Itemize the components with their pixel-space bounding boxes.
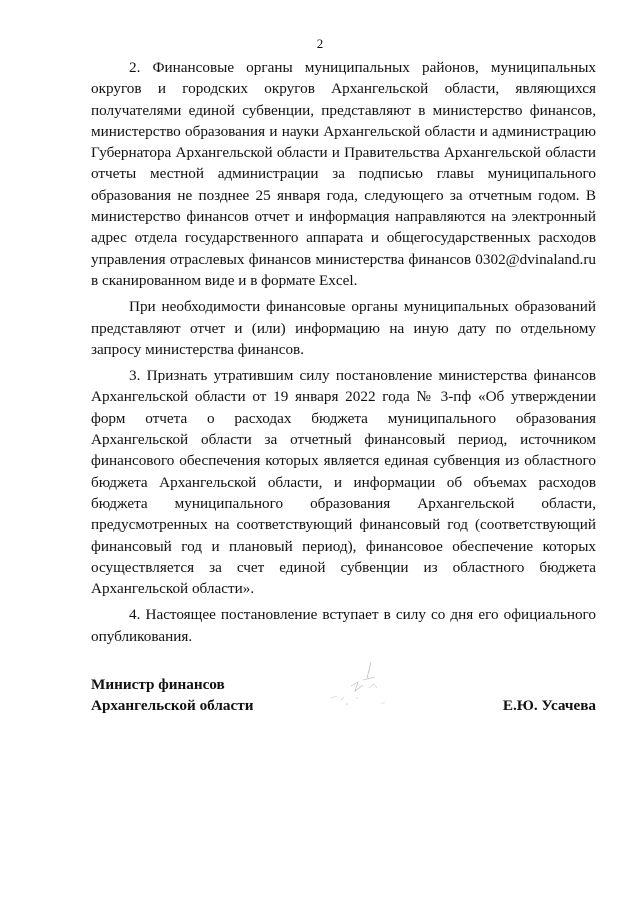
signatory-title (91, 674, 253, 716)
paragraph-item-2: 2. Финансовые органы муниципальных районов, муниципальных округов и городских округов Архангельской области, являющихся получателями единой субвенции, представляют в министерство финансов, министерство образования и науки Архангельской области и администрацию Губернатора Архангельской области и Правительства Архангельской области отчеты местной администрации за подписью главы муниципального образования не позднее 25 января года, следующего за отчетным годом. В министерство финансов отчет и информация направляются на электронный адрес отдела государственного аппарата и общегосударственных расходов управления отраслевых финансов министерства финансов 0302@dvinaland.ru в сканированном виде и в формате Excel. (91, 59, 596, 289)
paragraph-on-request: При необходимости финансовые органы муниципальных образований представляют отчет и (или) информацию на иную дату по отдельному запросу министерства финансов. (91, 298, 596, 358)
signatory-title-line2: Архангельской области (91, 697, 254, 714)
page-number: 2 (316, 36, 324, 51)
signature-block (91, 674, 596, 724)
paragraph-item-4: 4. Настоящее постановление вступает в силу со дня его официального опубликования. (91, 606, 596, 645)
document-body (91, 57, 596, 652)
signatory-name: Е.Ю. Усачева (502, 697, 596, 714)
signatory-title-line1: Министр финансов (91, 676, 225, 693)
handwritten-signature-mark (311, 658, 401, 714)
paragraph-item-3: 3. Признать утратившим силу постановление министерства финансов Архангельской области от 19 января 2022 года № 3-пф «Об утверждении форм отчета о расходах бюджета муниципального образования Архангельской области за отчетный финансовый период, источником финансового обеспечения которых является единая субвенция из областного бюджета Архангельской области, и информации об объемах расходов бюджета муниципального образования Архангельской области, предусмотренных на соответствующий финансовый год (соответствующий финансовый год и плановый период), финансовое обеспечение которых осуществляется за счет единой субвенции из областного бюджета Архангельской области». (91, 367, 596, 598)
